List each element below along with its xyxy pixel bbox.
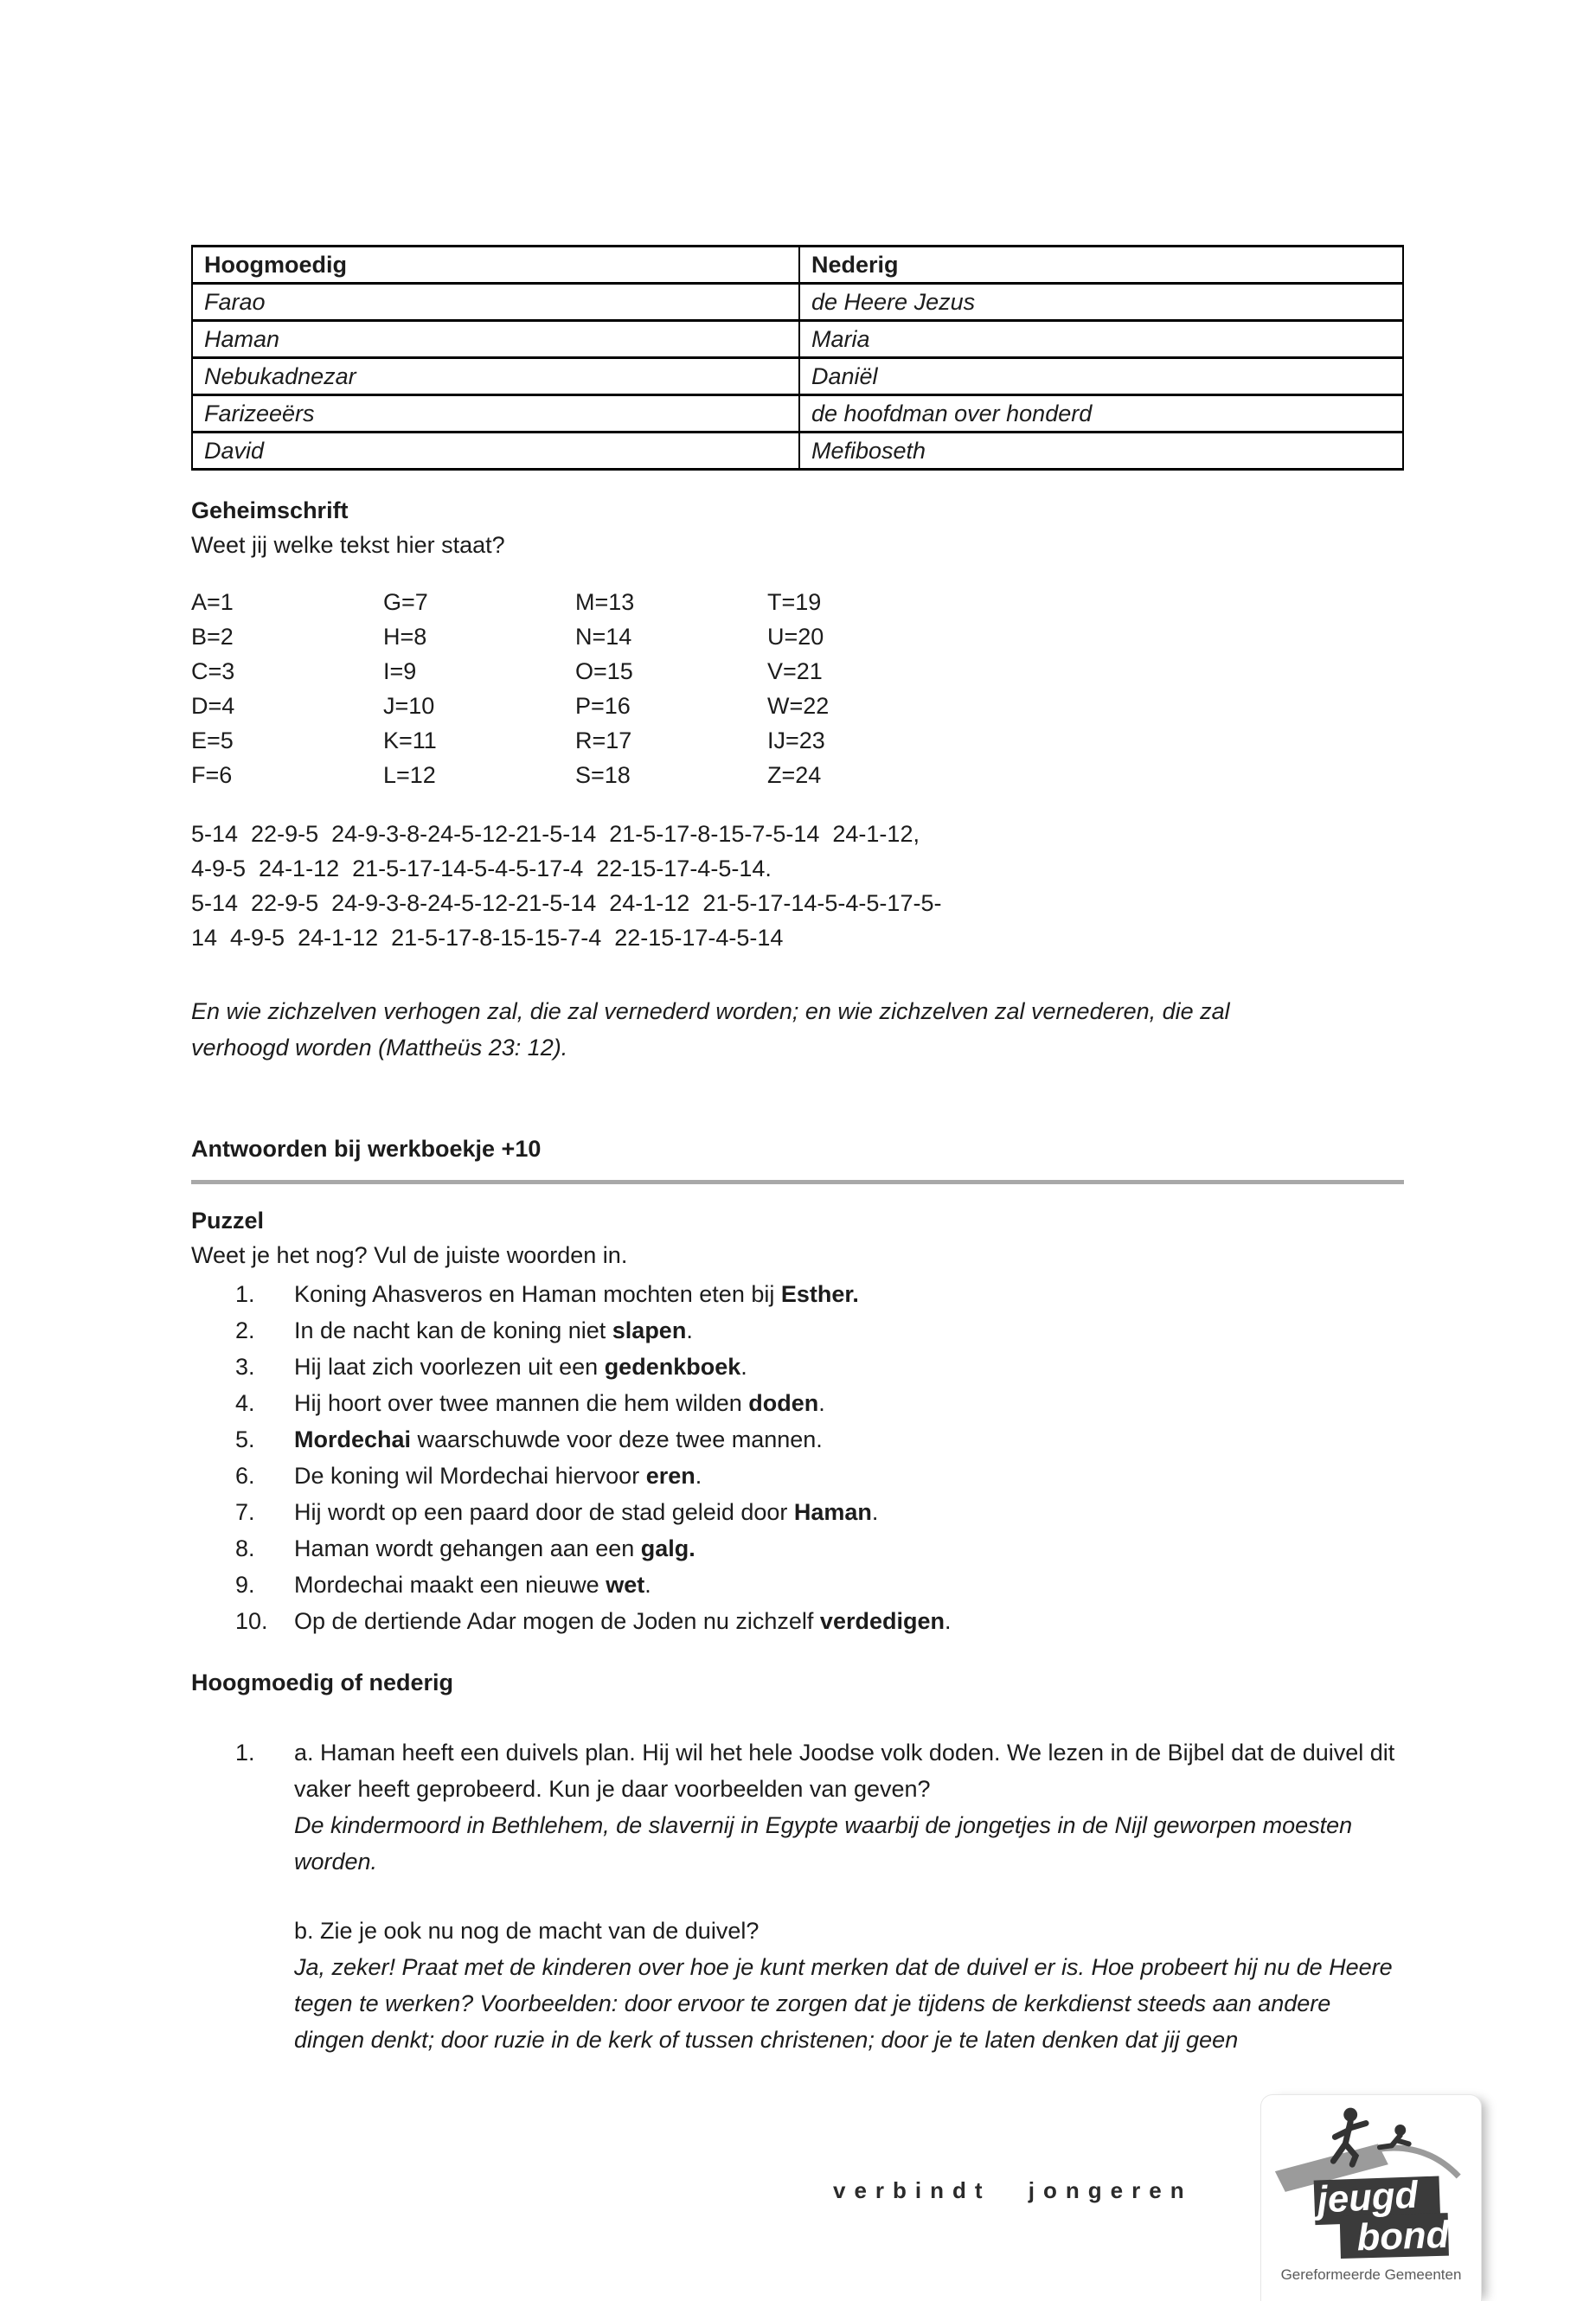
cipher-key-row <box>191 689 1404 723</box>
question-a: a. Haman heeft een duivels plan. Hij wil het hele Joodse volk doden. We lezen in de Bijbel dat de duivel dit vaker heeft geprobeerd. Kun je daar voorbeelden van geven? <box>294 1740 1395 1802</box>
question-b: b. Zie je ook nu nog de macht van de duivel? <box>294 1918 760 1944</box>
item-number: 5. <box>235 1426 255 1452</box>
table-cell: Haman <box>192 321 799 358</box>
item-number: 4. <box>235 1390 255 1416</box>
answers-heading: Antwoorden bij werkboekje +10 <box>191 1136 542 1162</box>
table-cell: Farao <box>192 284 799 321</box>
table-cell: Farizeeërs <box>192 395 799 433</box>
geheimschrift-heading: Geheimschrift <box>191 497 349 523</box>
cipher-key-row <box>191 654 1404 689</box>
cipher-key-cell: S=18 <box>575 762 631 788</box>
item-number: 8. <box>235 1535 255 1561</box>
list-item <box>235 1312 1404 1349</box>
table-cell: Nebukadnezar <box>192 358 799 395</box>
list-item <box>235 1494 1404 1530</box>
section-divider <box>191 1180 1404 1184</box>
list-item <box>235 1276 1404 1312</box>
verse-paragraph: En wie zichzelven verhogen zal, die zal vernederd worden; en wie zichzelven zal vernederen, die zal verhoogd worden (Mattheüs 23: 12). <box>191 998 1230 1061</box>
cipher-intro: Weet jij welke tekst hier staat? <box>191 532 505 558</box>
cipher-line: 5-14 22-9-5 24-9-3-8-24-5-12-21-5-14 21-5-17-8-15-7-5-14 24-1-12, <box>191 821 920 847</box>
list-item <box>235 1349 1404 1385</box>
item-text: Koning Ahasveros en Haman mochten eten bij Esther. <box>294 1281 859 1307</box>
item-number: 6. <box>235 1463 255 1489</box>
table-cell: Daniël <box>799 358 1403 395</box>
cipher-key-cell: H=8 <box>383 624 427 650</box>
item-text: In de nacht kan de koning niet slapen. <box>294 1317 693 1343</box>
list-item <box>235 1385 1404 1421</box>
table-cell: de hoofdman over honderd <box>799 395 1403 433</box>
cipher-key-cell: O=15 <box>575 658 633 684</box>
list-item <box>235 1421 1404 1458</box>
cipher-key-row <box>191 758 1404 792</box>
question-body <box>294 1734 1404 2058</box>
item-number: 10. <box>235 1608 268 1634</box>
table-row <box>192 321 1403 358</box>
puzzel-list <box>235 1276 1404 1639</box>
table-row <box>192 358 1403 395</box>
item-text: Haman wordt gehangen aan een galg. <box>294 1535 695 1561</box>
table-row <box>192 284 1403 321</box>
cipher-key-cell: M=13 <box>575 589 635 615</box>
spacer <box>294 1880 1404 1913</box>
cipher-key-cell: R=17 <box>575 727 632 753</box>
list-item <box>235 1603 1404 1639</box>
logo-graphic <box>1261 2095 1481 2268</box>
answer-a: De kindermoord in Bethlehem, de slavernij in Egypte waarbij de jongetjes in de Nijl geworpen moesten worden. <box>294 1812 1353 1875</box>
cipher-key-row <box>191 619 1404 654</box>
table-cell: Maria <box>799 321 1403 358</box>
item-number: 1. <box>235 1281 255 1307</box>
cipher-key-cell: N=14 <box>575 624 632 650</box>
person-crouching-icon <box>1380 2125 1409 2147</box>
logo-title-bond: bond <box>1356 2213 1451 2259</box>
cipher-key-cell: A=1 <box>191 589 234 615</box>
hoogmoedig-heading: Hoogmoedig of nederig <box>191 1670 453 1695</box>
cipher-key-cell: W=22 <box>767 693 830 719</box>
table-header-hoogmoedig: Hoogmoedig <box>192 247 799 284</box>
table-row <box>192 433 1403 470</box>
cipher-key-row <box>191 585 1404 619</box>
table-cell: David <box>192 433 799 470</box>
table-header-row <box>192 247 1403 284</box>
puzzel-intro: Weet je het nog? Vul de juiste woorden in. <box>191 1242 628 1268</box>
cipher-key-row <box>191 723 1404 758</box>
table-cell: de Heere Jezus <box>799 284 1403 321</box>
item-text: Mordechai maakt een nieuwe wet. <box>294 1572 651 1598</box>
cipher-line: 4-9-5 24-1-12 21-5-17-14-5-4-5-17-4 22-15-17-4-5-14. <box>191 856 772 881</box>
item-text: De koning wil Mordechai hiervoor eren. <box>294 1463 702 1489</box>
item-number: 9. <box>235 1572 255 1598</box>
cipher-key-cell: J=10 <box>383 693 435 719</box>
cipher-key-cell: I=9 <box>383 658 417 684</box>
puzzel-heading: Puzzel <box>191 1208 265 1234</box>
logo-arc-shape <box>1378 2148 1458 2176</box>
cipher-key-cell: F=6 <box>191 762 233 788</box>
cipher-key-cell: E=5 <box>191 727 234 753</box>
answer-b: Ja, zeker! Praat met de kinderen over hoe je kunt merken dat de duivel er is. Hoe probeert hij nu de Heere tegen te werken? Voorbeelden: door ervoor te zorgen dat je tijdens de kerkdienst steeds aan andere dingen denkt; door ruzie in de kerk of tussen christenen; door je te laten denken dat jij geen <box>294 1954 1393 2053</box>
table-cell: Mefiboseth <box>799 433 1403 470</box>
list-item <box>235 1530 1404 1567</box>
cipher-key-cell: T=19 <box>767 589 822 615</box>
cipher-key-cell: K=11 <box>383 727 437 753</box>
jeugdbond-logo <box>1260 2094 1482 2301</box>
cipher-key-grid <box>191 585 1404 792</box>
cipher-key-cell: G=7 <box>383 589 428 615</box>
item-number: 3. <box>235 1354 255 1380</box>
item-text: Mordechai waarschuwde voor deze twee mannen. <box>294 1426 823 1452</box>
item-number: 1. <box>235 1740 255 1766</box>
cipher-message <box>191 817 1404 955</box>
question-item <box>235 1734 1404 2058</box>
comparison-table <box>191 245 1404 471</box>
logo-subtitle: Gereformeerde Gemeenten <box>1280 2266 1462 2283</box>
cipher-line: 14 4-9-5 24-1-12 21-5-17-8-15-15-7-4 22-15-17-4-5-14 <box>191 925 784 951</box>
item-text: Hij hoort over twee mannen die hem wilden doden. <box>294 1390 825 1416</box>
item-text: Hij wordt op een paard door de stad geleid door Haman. <box>294 1499 879 1525</box>
cipher-key-cell: IJ=23 <box>767 727 825 753</box>
cipher-key-cell: V=21 <box>767 658 823 684</box>
cipher-line: 5-14 22-9-5 24-9-3-8-24-5-12-21-5-14 24-1-12 21-5-17-14-5-4-5-17-5- <box>191 890 942 916</box>
cipher-key-cell: P=16 <box>575 693 631 719</box>
cipher-key-cell: L=12 <box>383 762 436 788</box>
cipher-key-cell: B=2 <box>191 624 234 650</box>
cipher-key-cell: D=4 <box>191 693 235 719</box>
table-header-nederig: Nederig <box>799 247 1403 284</box>
table-row <box>192 395 1403 433</box>
item-number: 2. <box>235 1317 255 1343</box>
item-text: Hij laat zich voorlezen uit een gedenkboek. <box>294 1354 747 1380</box>
item-text: Op de dertiende Adar mogen de Joden nu zichzelf verdedigen. <box>294 1608 952 1634</box>
cipher-key-cell: U=20 <box>767 624 824 650</box>
list-item <box>235 1567 1404 1603</box>
logo-title-jeugd: jeugd <box>1316 2173 1420 2221</box>
slogan-text: verbindt jongeren <box>833 2177 1193 2203</box>
cipher-key-cell: Z=24 <box>767 762 822 788</box>
cipher-key-cell: C=3 <box>191 658 235 684</box>
list-item <box>235 1458 1404 1494</box>
item-number: 7. <box>235 1499 255 1525</box>
document-content <box>191 245 1404 2058</box>
